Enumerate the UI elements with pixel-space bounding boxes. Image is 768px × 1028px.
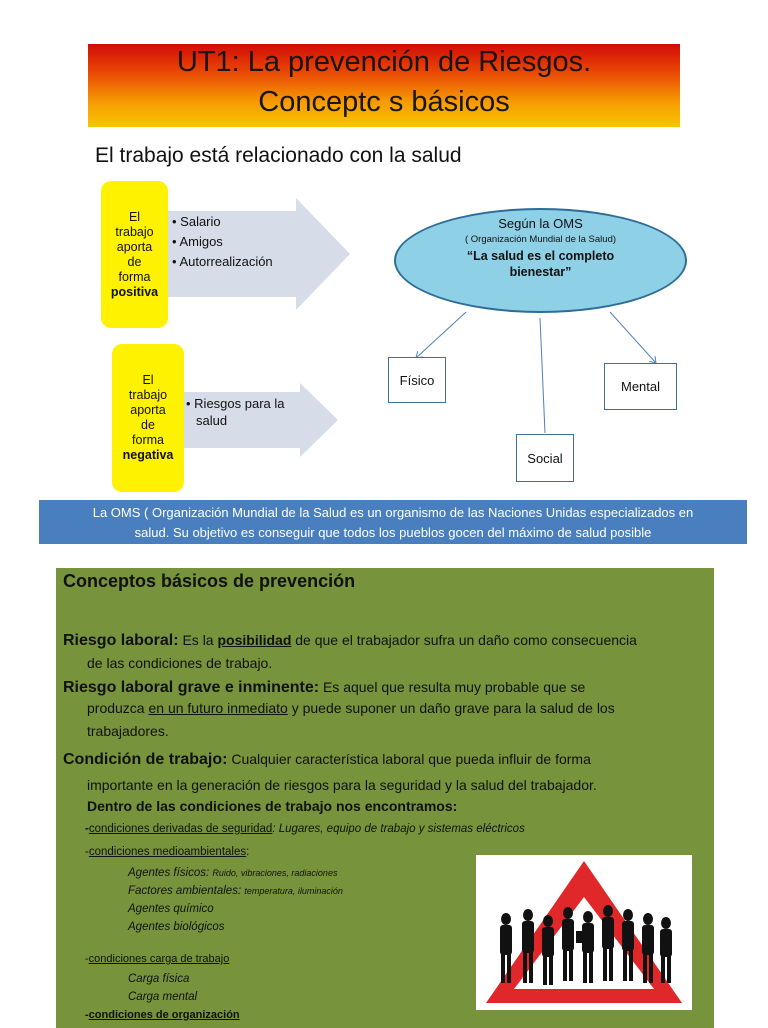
grave-underline: en un futuro inmediato: [148, 700, 288, 716]
oms-subheading: ( Organización Mundial de la Salud): [464, 234, 617, 245]
dash: -: [85, 1009, 89, 1021]
warning-triangle-icon: [476, 855, 692, 1010]
box-line: de: [141, 418, 155, 432]
box-bold: positiva: [110, 284, 159, 299]
node-social: Social: [516, 434, 574, 482]
seguridad-text: : Lugares, equipo de trabajo y sistemas eléctricos: [272, 823, 525, 835]
agente-item: [128, 918, 343, 936]
agente-main: Agentes químico: [128, 903, 214, 915]
warning-sign-image: [476, 855, 692, 1010]
box-line: El: [142, 373, 154, 387]
list-item: • Autorrealización: [172, 254, 273, 269]
seguridad-underline: condiciones derivadas de seguridad: [88, 823, 273, 835]
node-fisico: Físico: [388, 357, 446, 403]
oms-banner-line-2: salud. Su objetivo es conseguir que todos los pueblos gocen del máximo de salud posible: [134, 525, 652, 540]
cond-carga: [85, 953, 229, 965]
grave-label: Riesgo laboral grave e inminente:: [63, 679, 320, 696]
riesgo-grave: [63, 677, 585, 698]
agente-item: [128, 882, 343, 900]
carga-underline: condiciones carga de trabajo: [88, 953, 230, 965]
agente-detail: temperatura, iluminación: [244, 886, 343, 896]
cond-medioambientales: [85, 846, 249, 858]
grave-text: y puede suponer un daño grave para la salud de los: [287, 700, 615, 716]
grave-text: produzca: [87, 700, 149, 716]
box-bold: negativa: [122, 448, 174, 462]
list-item: • Salario: [172, 214, 221, 229]
riesgo-text: Es la: [178, 632, 218, 648]
panel-heading: Conceptos básicos de prevención: [63, 571, 356, 591]
cond-seguridad: [85, 823, 525, 835]
cond-organizacion: [85, 1009, 240, 1021]
riesgo-underline: posibilidad: [217, 632, 292, 648]
agente-detail: Ruido, vibraciones, radiaciones: [212, 868, 338, 878]
agente-main: Agentes biológicos: [128, 921, 225, 933]
list-item: salud: [196, 413, 228, 428]
dash: -: [85, 953, 89, 965]
oms-quote-line-1: “La salud es el completo: [466, 249, 615, 263]
node-mental: Mental: [604, 363, 677, 410]
grave-line-2: [87, 698, 615, 718]
connector-mental: [610, 312, 656, 363]
box-line: aporta: [116, 239, 153, 254]
condicion-line-3: Dentro de las condiciones de trabajo nos encontramos:: [87, 798, 458, 814]
box-line: trabajo: [115, 224, 154, 239]
organizacion-underline: condiciones de organización: [88, 1009, 240, 1021]
box-line: trabajo: [128, 388, 168, 402]
riesgo-text: de que el trabajador sufra un daño como consecuencia: [291, 632, 637, 648]
oms-banner: [39, 500, 747, 544]
oms-banner-line-1: La OMS ( Organización Mundial de la Salud es un organismo de las Naciones Unidas especializados en: [92, 505, 694, 520]
carga-item: Carga física: [128, 973, 190, 985]
agente-item: [128, 900, 343, 918]
agentes-list: [128, 864, 343, 936]
connector-fisico: [416, 312, 466, 358]
medio-underline: condiciones medioambientales: [88, 846, 247, 858]
condicion-label: Condición de trabajo:: [63, 751, 228, 768]
riesgo-label: Riesgo laboral:: [63, 632, 179, 649]
agente-item: [128, 864, 343, 882]
concepts-panel: [56, 568, 714, 1028]
oms-quote-line-2: bienestar”: [509, 265, 572, 279]
medio-text: :: [246, 846, 250, 858]
condicion-line-2: importante en la generación de riesgos para la seguridad y la salud del trabajador.: [87, 777, 597, 793]
box-line: forma: [118, 269, 151, 284]
riesgo-laboral: [63, 630, 637, 651]
box-line: forma: [132, 433, 164, 447]
list-item: • Riesgos para la: [186, 396, 285, 411]
subtitle: El trabajo está relacionado con la salud: [95, 144, 462, 167]
carga-list: [128, 970, 197, 1006]
condicion-text: Cualquier característica laboral que pueda influir de forma: [227, 751, 591, 767]
grave-text: Es aquel que resulta muy probable que se: [319, 679, 586, 695]
agente-main: Agentes físicos:: [128, 867, 213, 879]
grave-line-3: trabajadores.: [87, 723, 169, 739]
condicion-trabajo: [63, 749, 591, 770]
title-line-2: Conceptc s básicos: [258, 86, 510, 118]
dash: -: [85, 823, 89, 835]
connector-social: [540, 318, 545, 433]
oms-heading: Según la OMS: [498, 216, 583, 231]
list-item: • Amigos: [172, 234, 223, 249]
dash: -: [85, 846, 89, 858]
agente-main: Factores ambientales:: [128, 885, 245, 897]
box-line: aporta: [130, 403, 166, 417]
box-line: El: [128, 209, 141, 224]
riesgo-line-2: de las condiciones de trabajo.: [87, 655, 273, 671]
title-line-1: UT1: La prevención de Riesgos.: [176, 46, 592, 78]
box-line: de: [127, 254, 142, 269]
carga-item: Carga mental: [128, 991, 198, 1003]
